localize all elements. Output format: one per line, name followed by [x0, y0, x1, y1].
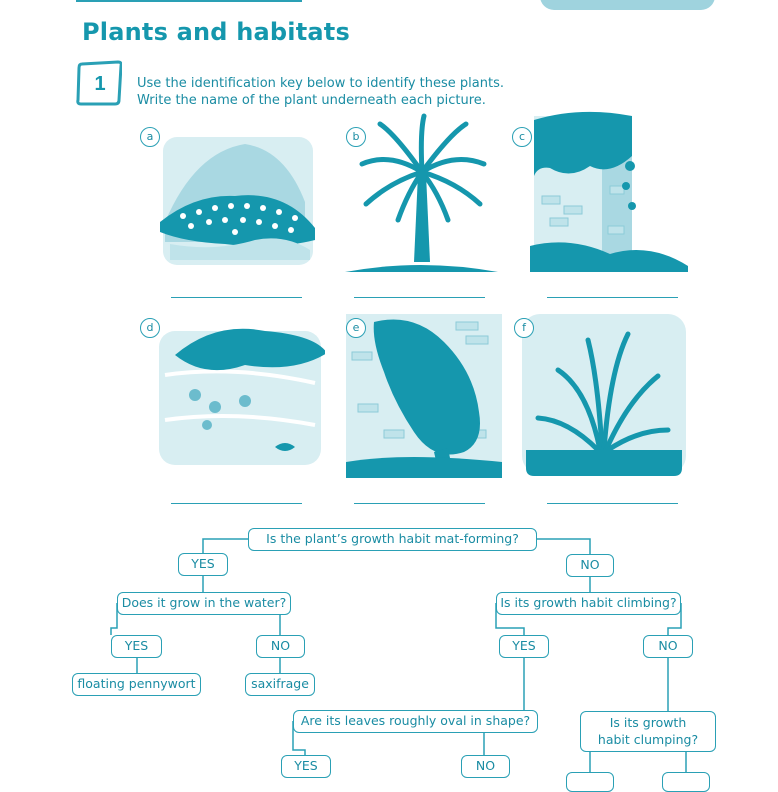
- key-answer-floating-pennywort: floating pennywort: [72, 673, 201, 696]
- picture-label-a: a: [140, 127, 160, 147]
- key-q5-no-partial: [662, 772, 710, 792]
- key-q2-no: NO: [256, 635, 305, 658]
- key-answer-saxifrage: saxifrage: [245, 673, 315, 696]
- instruction-line-1: Use the identification key below to identify these plants.: [137, 76, 504, 91]
- picture-label-f: f: [514, 318, 534, 338]
- key-q1-yes: YES: [178, 553, 228, 576]
- key-q2-yes: YES: [111, 635, 162, 658]
- key-q3-yes: YES: [499, 635, 549, 658]
- key-question-climbing: Is its growth habit climbing?: [496, 592, 681, 615]
- key-q4-yes: YES: [281, 755, 331, 778]
- page-title: Plants and habitats: [82, 18, 350, 46]
- question-number: 1: [94, 73, 106, 95]
- instruction-line-2: Write the name of the plant underneath each picture.: [137, 93, 486, 108]
- key-q4-no: NO: [461, 755, 510, 778]
- key-q5-yes-partial: [566, 772, 614, 792]
- picture-label-b: b: [346, 127, 366, 147]
- picture-label-d: d: [140, 318, 160, 338]
- picture-label-e: e: [346, 318, 366, 338]
- picture-label-c: c: [512, 127, 532, 147]
- key-question-mat-forming: Is the plant’s growth habit mat-forming?: [248, 528, 537, 551]
- key-q1-no: NO: [566, 554, 614, 577]
- key-question-grow-in-water: Does it grow in the water?: [117, 592, 291, 615]
- key-question-oval-leaves: Are its leaves roughly oval in shape?: [293, 710, 538, 733]
- key-q3-no: NO: [643, 635, 693, 658]
- key-question-clumping: Is its growth habit clumping?: [580, 711, 716, 752]
